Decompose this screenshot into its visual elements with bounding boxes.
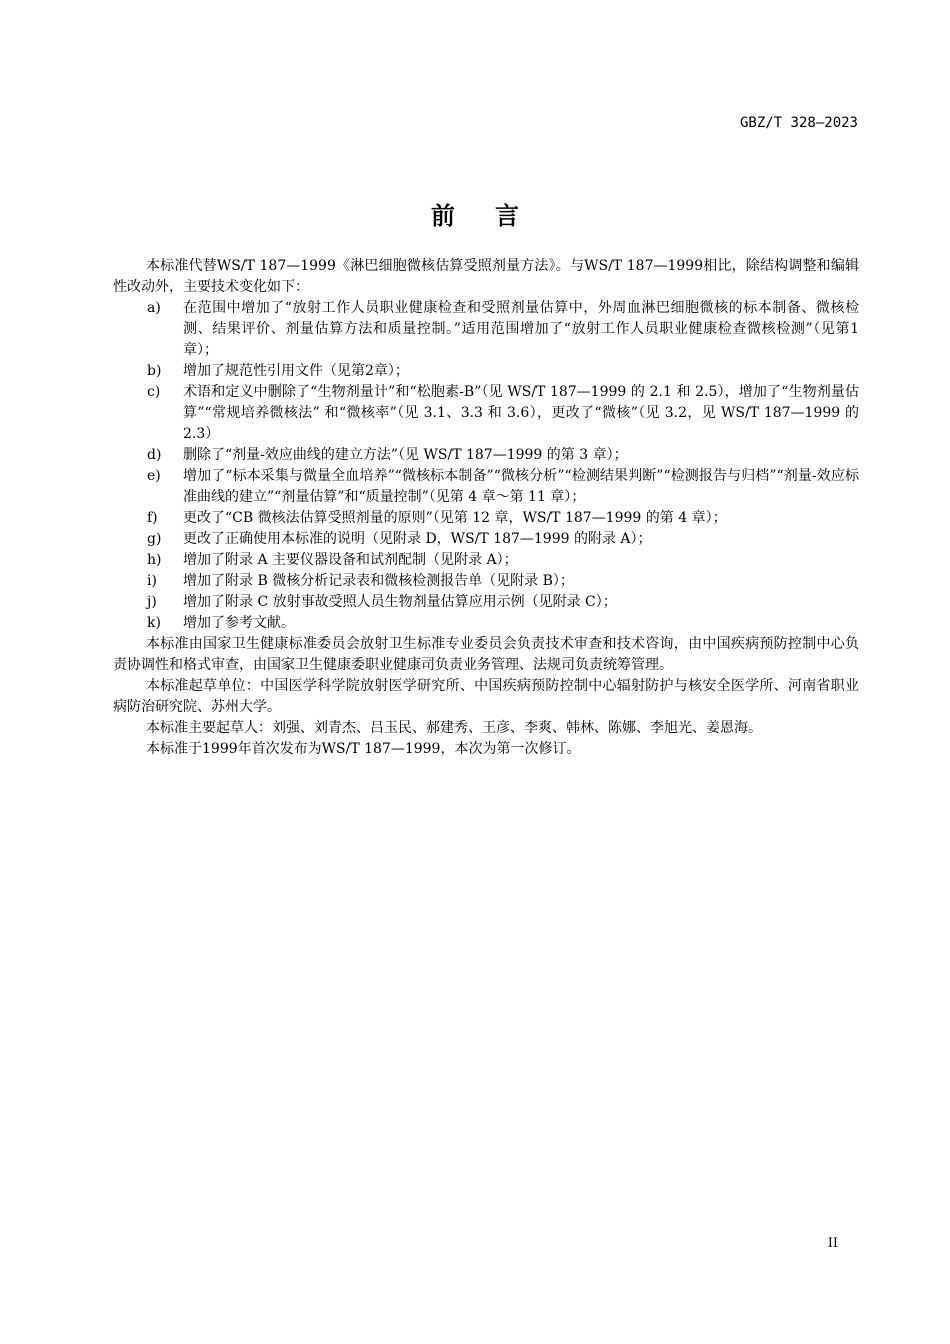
list-marker: e) bbox=[147, 468, 161, 484]
list-marker: i) bbox=[147, 573, 157, 589]
management-paragraph: 本标准由国家卫生健康标准委员会放射卫生标准专业委员会负责技术审查和技术咨询，由中国疾病预防控制中心负责协调性和格式审查，由国家卫生健康委职业健康司负责业务管理、法规司负责统筹管理。 bbox=[113, 636, 859, 673]
list-item-text: 增加了规范性引用文件（见第2章）； bbox=[183, 363, 409, 379]
changes-list bbox=[113, 298, 859, 634]
list-item-text: 术语和定义中删除了“生物剂量计”和“松胞素-B”（见 WS/T 187—1999 的 2.1 和 2.5），增加了“生物剂量估算”“常规培养微核法” 和“微核率”（见 3.1、3.3 和 3.6），更改了“微核”（见 3.2，见 WS/T 187—1999 的 2.3） bbox=[183, 384, 859, 442]
list-item bbox=[113, 592, 859, 613]
list-item-text: 增加了附录 B 微核分析记录表和微核检测报告单（见附录 B）； bbox=[183, 573, 574, 589]
list-item bbox=[113, 466, 859, 508]
history-paragraph: 本标准于1999年首次发布为WS/T 187—1999，本次为第一次修订。 bbox=[146, 741, 581, 757]
list-item bbox=[113, 445, 859, 466]
list-item bbox=[113, 382, 859, 445]
list-item bbox=[113, 613, 859, 634]
list-item-text: 删除了“剂量-效应曲线的建立方法”（见 WS/T 187—1999 的第 3 章）； bbox=[183, 447, 628, 463]
list-marker: h) bbox=[147, 552, 162, 568]
document-code: GBZ/T 328—2023 bbox=[739, 115, 858, 131]
list-item-text: 增加了参考文献。 bbox=[183, 615, 295, 631]
list-marker: k) bbox=[147, 615, 161, 631]
list-item bbox=[113, 298, 859, 361]
list-item-text: 更改了正确使用本标准的说明（见附录 D，WS/T 187—1999 的附录 A）； bbox=[183, 531, 652, 547]
list-item-text: 在范围中增加了“放射工作人员职业健康检查和受照剂量估算中，外周血淋巴细胞微核的标本制备、微核检测、结果评价、剂量估算方法和质量控制。”适用范围增加了“放射工作人员职业健康检查微核检测”（见第1章）； bbox=[183, 300, 859, 358]
list-marker: f) bbox=[147, 510, 158, 526]
list-item bbox=[113, 529, 859, 550]
list-marker: a) bbox=[147, 300, 161, 316]
list-item-text: 增加了“标本采集与微量全血培养”“微核标本制备”“微核分析”“检测结果判断”“检测报告与归档”“剂量-效应标准曲线的建立”“剂量估算”和“质量控制”（见第 4 章～第 11 章）； bbox=[183, 468, 859, 505]
list-marker: b) bbox=[147, 363, 162, 379]
page-number: II bbox=[827, 1236, 838, 1251]
intro-paragraph: 本标准代替WS/T 187—1999《淋巴细胞微核估算受照剂量方法》。与WS/T 187—1999相比，除结构调整和编辑性改动外，主要技术变化如下： bbox=[113, 258, 859, 295]
list-item bbox=[113, 508, 859, 529]
list-marker: d) bbox=[147, 447, 162, 463]
list-item bbox=[113, 550, 859, 571]
drafting-units-paragraph: 本标准起草单位：中国医学科学院放射医学研究所、中国疾病预防控制中心辐射防护与核安全医学所、河南省职业病防治研究院、苏州大学。 bbox=[113, 678, 859, 715]
list-marker: g) bbox=[147, 531, 162, 547]
list-item-text: 增加了附录 C 放射事故受照人员生物剂量估算应用示例（见附录 C）； bbox=[183, 594, 617, 610]
page-title: 前言 bbox=[431, 202, 559, 230]
list-marker: c) bbox=[147, 384, 161, 400]
list-item bbox=[113, 571, 859, 592]
list-marker: j) bbox=[147, 594, 157, 610]
list-item bbox=[113, 361, 859, 382]
list-item-text: 增加了附录 A 主要仪器设备和试剂配制（见附录 A）； bbox=[183, 552, 518, 568]
list-item-text: 更改了“CB 微核法估算受照剂量的原则”（见第 12 章，WS/T 187—1999 的第 4 章）； bbox=[183, 510, 727, 526]
foreword-body bbox=[113, 256, 859, 760]
drafters-paragraph: 本标准主要起草人：刘强、刘青杰、吕玉民、郝建秀、王彦、李爽、韩林、陈娜、李旭光、姜恩海。 bbox=[146, 720, 762, 736]
